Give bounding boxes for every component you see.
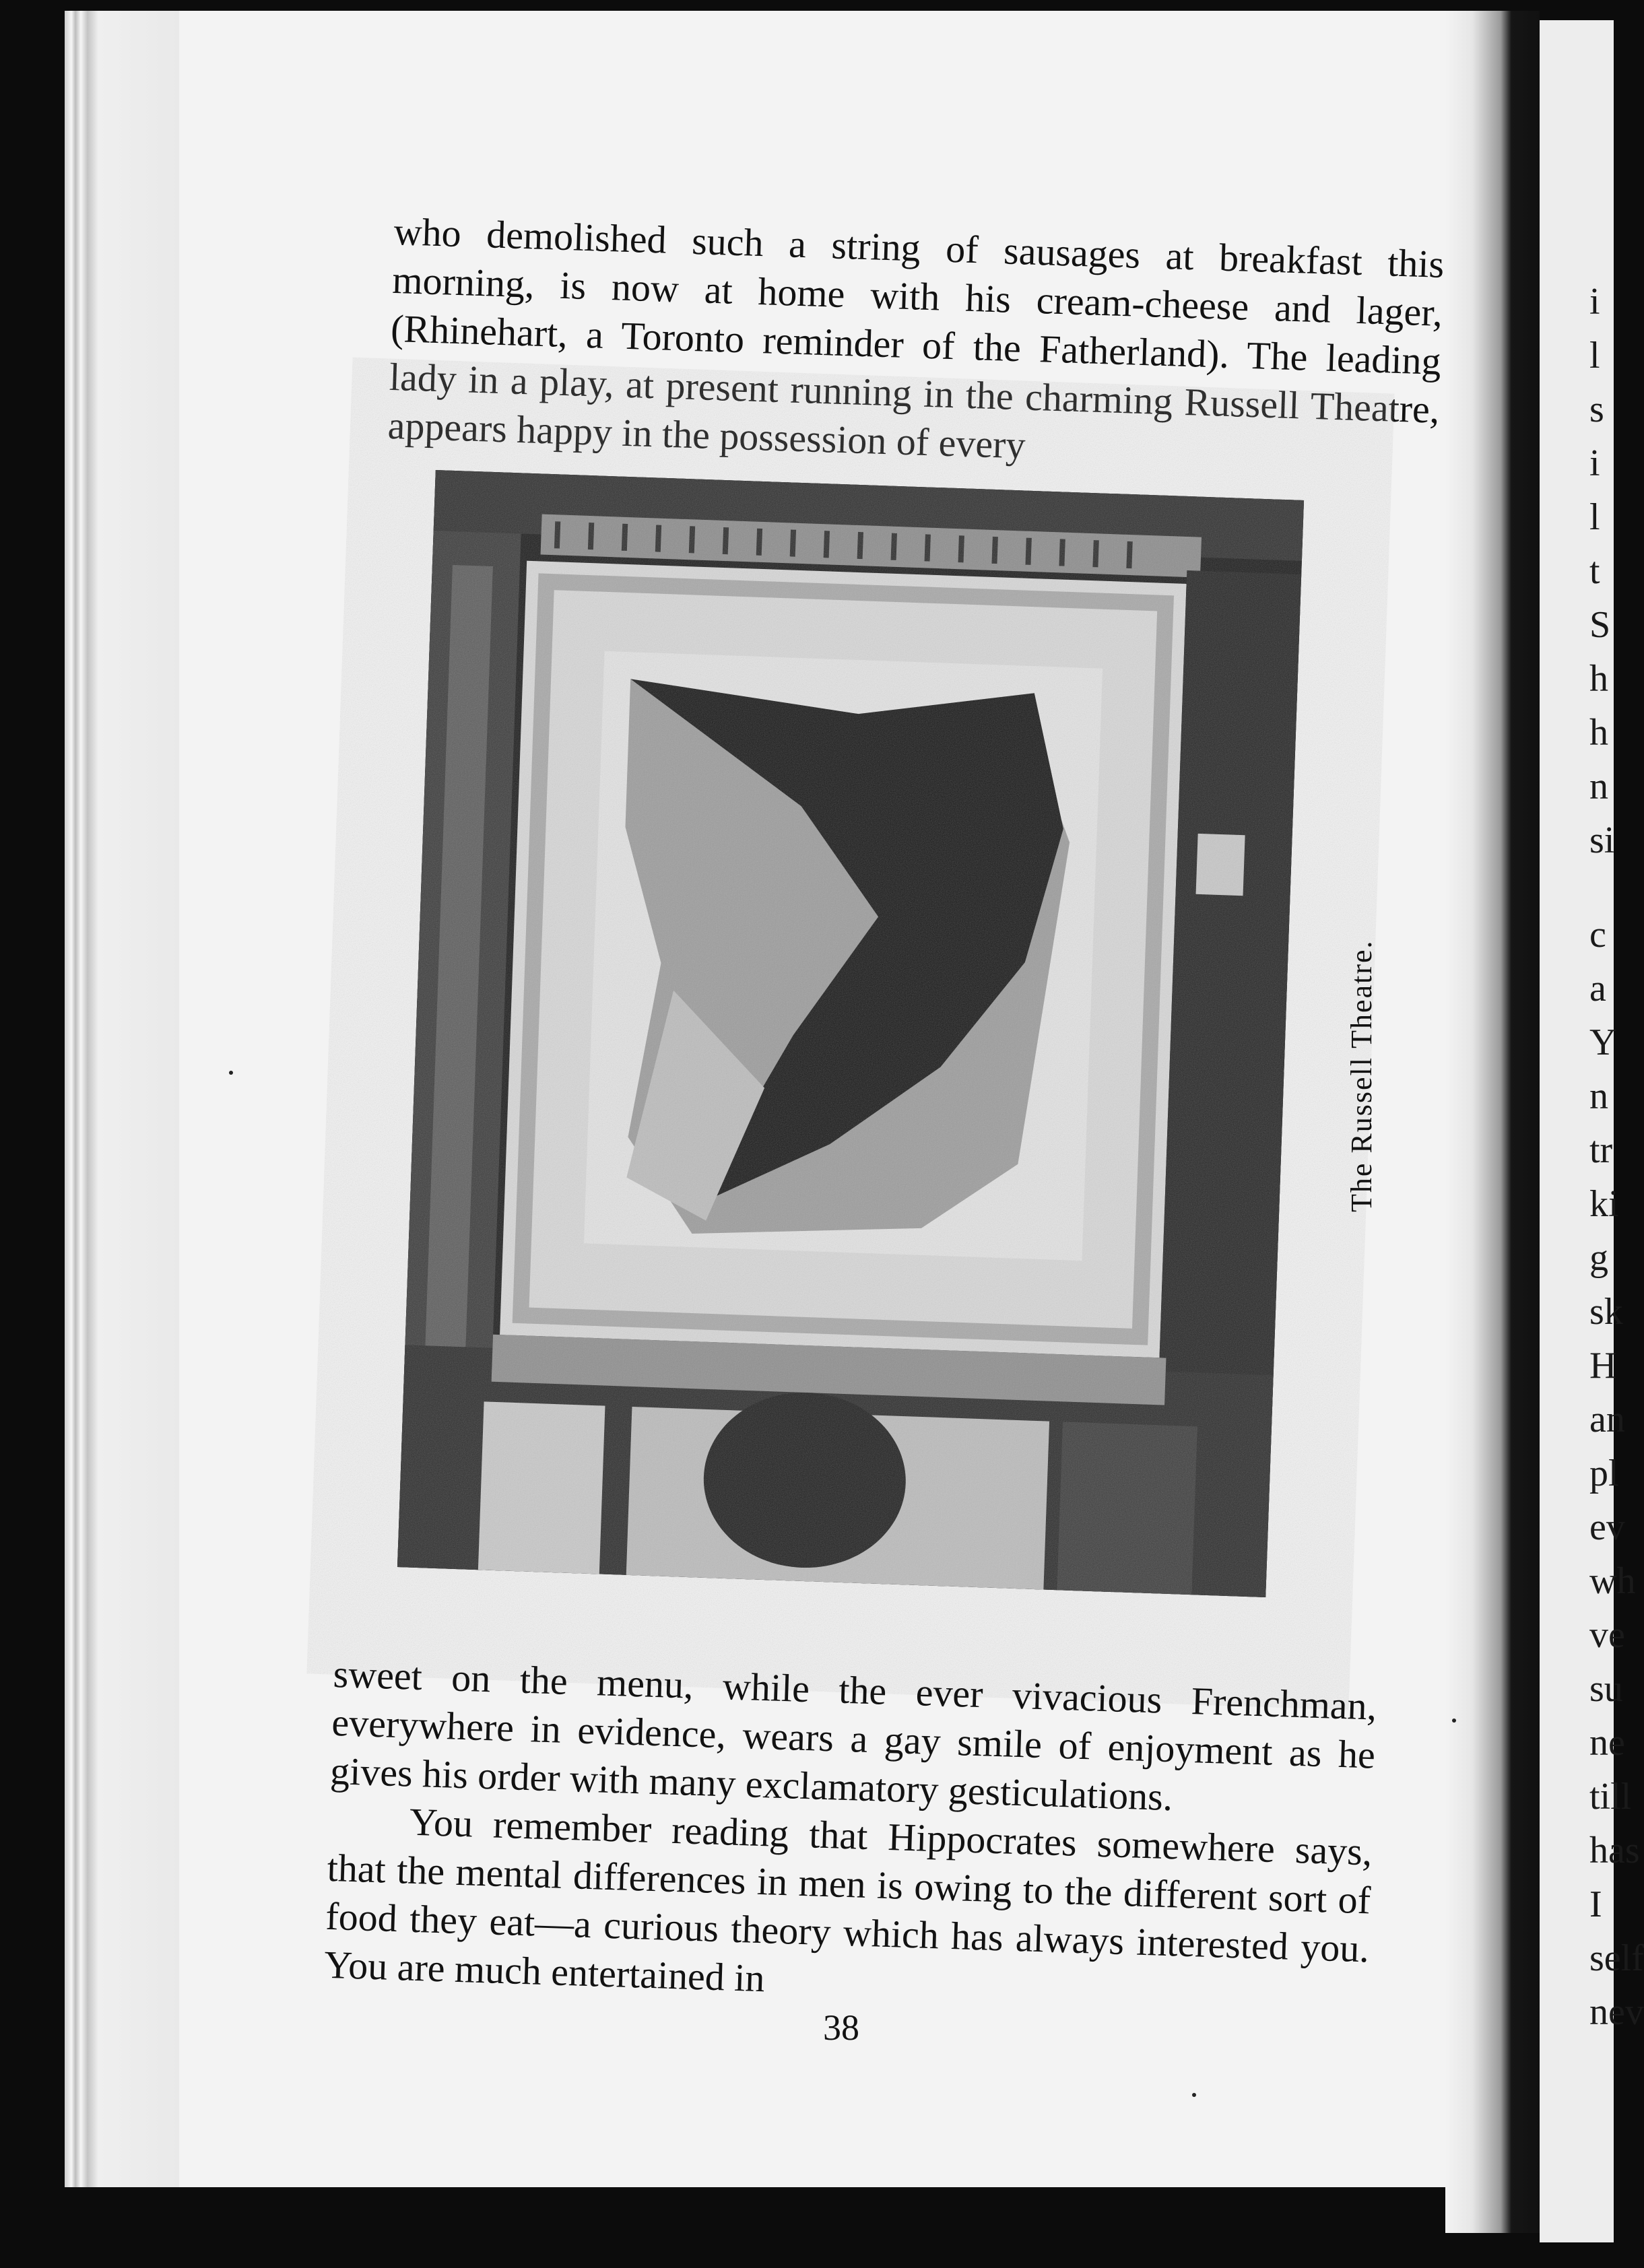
bottom-paragraph-2: You remember reading that Hippocrates somewhere says, that the mental differences in men is owing to the different sort of food they eat—a curious theory which has always interested you. You are much entertained in [323, 1799, 1373, 2001]
facing-fragment: I [1589, 1883, 1602, 1925]
photo-caption: The Russell Theatre. [1345, 939, 1378, 1212]
ink-speck [229, 1071, 233, 1075]
facing-fragment: n [1589, 1075, 1608, 1117]
page-edge-stack [65, 11, 179, 2187]
facing-fragment: self [1589, 1937, 1644, 1979]
facing-fragment: i [1589, 281, 1600, 323]
facing-fragment: an [1589, 1399, 1625, 1440]
facing-fragment: till [1589, 1776, 1632, 1817]
facing-fragment: g [1589, 1237, 1608, 1279]
facing-fragment: S [1589, 604, 1611, 646]
facing-fragment: tr [1589, 1129, 1613, 1171]
facing-fragment: t [1589, 550, 1600, 592]
facing-fragment: pl [1589, 1453, 1619, 1494]
facing-fragment: ev [1589, 1506, 1625, 1548]
facing-fragment: ve [1589, 1614, 1625, 1656]
facing-fragment: si [1589, 820, 1615, 861]
book-gutter [1445, 11, 1540, 2233]
facing-fragment: wh [1589, 1560, 1636, 1602]
facing-fragment: su [1589, 1668, 1623, 1710]
ink-speck [1452, 1719, 1456, 1723]
facing-fragment: nev [1589, 1991, 1644, 2033]
facing-fragment: has [1589, 1830, 1640, 1871]
facing-fragment: l [1589, 496, 1600, 538]
facing-fragment: i [1589, 442, 1600, 484]
facing-fragment: n [1589, 766, 1608, 807]
facing-fragment: s [1589, 389, 1604, 430]
facing-fragment: H [1589, 1345, 1617, 1387]
facing-fragment: ne [1589, 1722, 1625, 1764]
ink-speck [1192, 2093, 1196, 2097]
facing-fragment: c [1589, 914, 1606, 956]
facing-fragment: h [1589, 658, 1608, 700]
bottom-paragraphs [323, 1650, 1377, 2022]
facing-fragment: sk [1589, 1291, 1623, 1333]
facing-fragment: ki [1589, 1183, 1619, 1225]
top-paragraph: who demolished such a string of sausages at breakfast this morning, is now at home with his cream-cheese and lager, (Rhinehart, a Toronto reminder of the Fatherland). The leading lady in a play, at present running in the charming Russell Theatre, appears happy in the possession of every [387, 209, 1445, 467]
bottom-paragraph-1: sweet on the menu, while the ever vivacious Frenchman, everywhere in evidence, wears a gay smile of enjoyment as he gives his order with many exclamatory gesticulations. [329, 1651, 1378, 1820]
russell-theatre-photo [397, 470, 1304, 1597]
facing-fragment: a [1589, 968, 1606, 1009]
facing-fragment: h [1589, 712, 1608, 754]
facing-fragment: l [1589, 335, 1600, 376]
facing-fragment: Y [1589, 1022, 1617, 1063]
page-number: 38 [823, 2007, 859, 2048]
